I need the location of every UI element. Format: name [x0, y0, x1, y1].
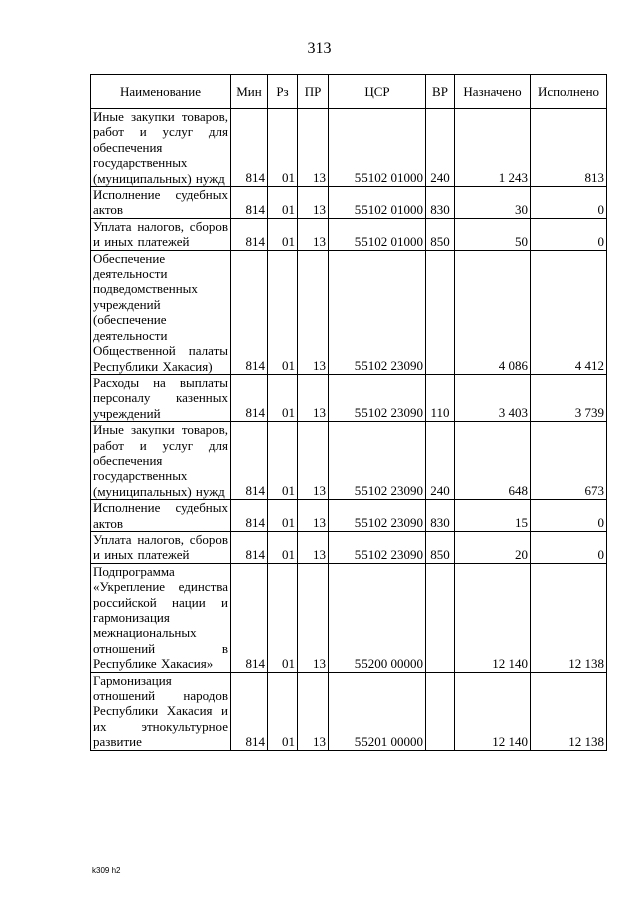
cell-min: 814 — [231, 250, 268, 374]
table-row — [91, 563, 607, 672]
cell-executed: 12 138 — [531, 672, 607, 750]
cell-min: 814 — [231, 500, 268, 532]
cell-executed: 0 — [531, 187, 607, 219]
table-row — [91, 250, 607, 374]
cell-vr: 240 — [426, 109, 455, 187]
cell-vr: 850 — [426, 218, 455, 250]
cell-name: Иные закупки товаров, работ и услуг для обеспечения государственных (муниципальных) нужд — [91, 109, 231, 187]
table-row — [91, 500, 607, 532]
cell-vr: 850 — [426, 531, 455, 563]
cell-min: 814 — [231, 531, 268, 563]
cell-assigned: 1 243 — [455, 109, 531, 187]
cell-pr: 13 — [298, 422, 329, 500]
cell-rz: 01 — [268, 531, 298, 563]
cell-assigned: 3 403 — [455, 374, 531, 421]
cell-min: 814 — [231, 218, 268, 250]
cell-min: 814 — [231, 563, 268, 672]
cell-rz: 01 — [268, 374, 298, 421]
cell-pr: 13 — [298, 218, 329, 250]
cell-vr — [426, 563, 455, 672]
cell-assigned: 30 — [455, 187, 531, 219]
cell-name: Уплата налогов, сборов и иных платежей — [91, 531, 231, 563]
cell-min: 814 — [231, 109, 268, 187]
header-vr: ВР — [426, 75, 455, 109]
cell-csr: 55200 00000 — [329, 563, 426, 672]
cell-vr — [426, 672, 455, 750]
cell-rz: 01 — [268, 563, 298, 672]
header-csr: ЦСР — [329, 75, 426, 109]
cell-pr: 13 — [298, 672, 329, 750]
cell-name: Гармонизация отношений народов Республики Хакасия и их этнокультурное развитие — [91, 672, 231, 750]
cell-min: 814 — [231, 422, 268, 500]
cell-assigned: 20 — [455, 531, 531, 563]
budget-table — [90, 74, 607, 751]
table-row — [91, 187, 607, 219]
table-row — [91, 109, 607, 187]
table-header-row — [91, 75, 607, 109]
cell-assigned: 648 — [455, 422, 531, 500]
cell-rz: 01 — [268, 218, 298, 250]
cell-csr: 55102 01000 — [329, 218, 426, 250]
cell-csr: 55102 01000 — [329, 187, 426, 219]
cell-name: Исполнение судебных актов — [91, 500, 231, 532]
cell-name: Исполнение судебных актов — [91, 187, 231, 219]
cell-executed: 673 — [531, 422, 607, 500]
cell-pr: 13 — [298, 531, 329, 563]
cell-name: Расходы на выплаты персоналу казенных учреждений — [91, 374, 231, 421]
cell-min: 814 — [231, 374, 268, 421]
cell-pr: 13 — [298, 374, 329, 421]
cell-assigned: 12 140 — [455, 563, 531, 672]
cell-executed: 0 — [531, 531, 607, 563]
cell-vr: 240 — [426, 422, 455, 500]
cell-executed: 3 739 — [531, 374, 607, 421]
cell-name: Уплата налогов, сборов и иных платежей — [91, 218, 231, 250]
cell-name: Обеспечение деятельности подведомственных учреждений (обеспечение деятельности Общественной палаты Республики Хакасия) — [91, 250, 231, 374]
table-row — [91, 422, 607, 500]
footer-code: k309 h2 — [92, 866, 121, 875]
cell-vr — [426, 250, 455, 374]
cell-csr: 55102 23090 — [329, 422, 426, 500]
table-body — [91, 109, 607, 751]
cell-rz: 01 — [268, 187, 298, 219]
cell-csr: 55201 00000 — [329, 672, 426, 750]
header-assigned: Назначено — [455, 75, 531, 109]
cell-pr: 13 — [298, 250, 329, 374]
cell-min: 814 — [231, 672, 268, 750]
cell-pr: 13 — [298, 109, 329, 187]
cell-csr: 55102 23090 — [329, 374, 426, 421]
cell-executed: 12 138 — [531, 563, 607, 672]
cell-executed: 0 — [531, 218, 607, 250]
cell-vr: 110 — [426, 374, 455, 421]
cell-csr: 55102 23090 — [329, 531, 426, 563]
page-number: 313 — [307, 40, 332, 57]
cell-rz: 01 — [268, 109, 298, 187]
cell-vr: 830 — [426, 187, 455, 219]
cell-assigned: 12 140 — [455, 672, 531, 750]
header-min: Мин — [231, 75, 268, 109]
cell-executed: 0 — [531, 500, 607, 532]
cell-rz: 01 — [268, 500, 298, 532]
header-rz: Рз — [268, 75, 298, 109]
cell-rz: 01 — [268, 250, 298, 374]
table-row — [91, 374, 607, 421]
table-row — [91, 531, 607, 563]
cell-rz: 01 — [268, 672, 298, 750]
cell-pr: 13 — [298, 500, 329, 532]
cell-executed: 813 — [531, 109, 607, 187]
cell-rz: 01 — [268, 422, 298, 500]
cell-assigned: 15 — [455, 500, 531, 532]
header-name: Наименование — [91, 75, 231, 109]
cell-assigned: 4 086 — [455, 250, 531, 374]
cell-name: Иные закупки товаров, работ и услуг для обеспечения государственных (муниципальных) нужд — [91, 422, 231, 500]
cell-pr: 13 — [298, 187, 329, 219]
cell-assigned: 50 — [455, 218, 531, 250]
cell-min: 814 — [231, 187, 268, 219]
cell-pr: 13 — [298, 563, 329, 672]
table-row — [91, 218, 607, 250]
cell-csr: 55102 23090 — [329, 250, 426, 374]
cell-csr: 55102 01000 — [329, 109, 426, 187]
cell-vr: 830 — [426, 500, 455, 532]
cell-executed: 4 412 — [531, 250, 607, 374]
cell-name: Подпрограмма «Укрепление единства российской нации и гармонизация межнациональных отношений в Республике Хакасия» — [91, 563, 231, 672]
cell-csr: 55102 23090 — [329, 500, 426, 532]
header-executed: Исполнено — [531, 75, 607, 109]
table-row — [91, 672, 607, 750]
header-pr: ПР — [298, 75, 329, 109]
